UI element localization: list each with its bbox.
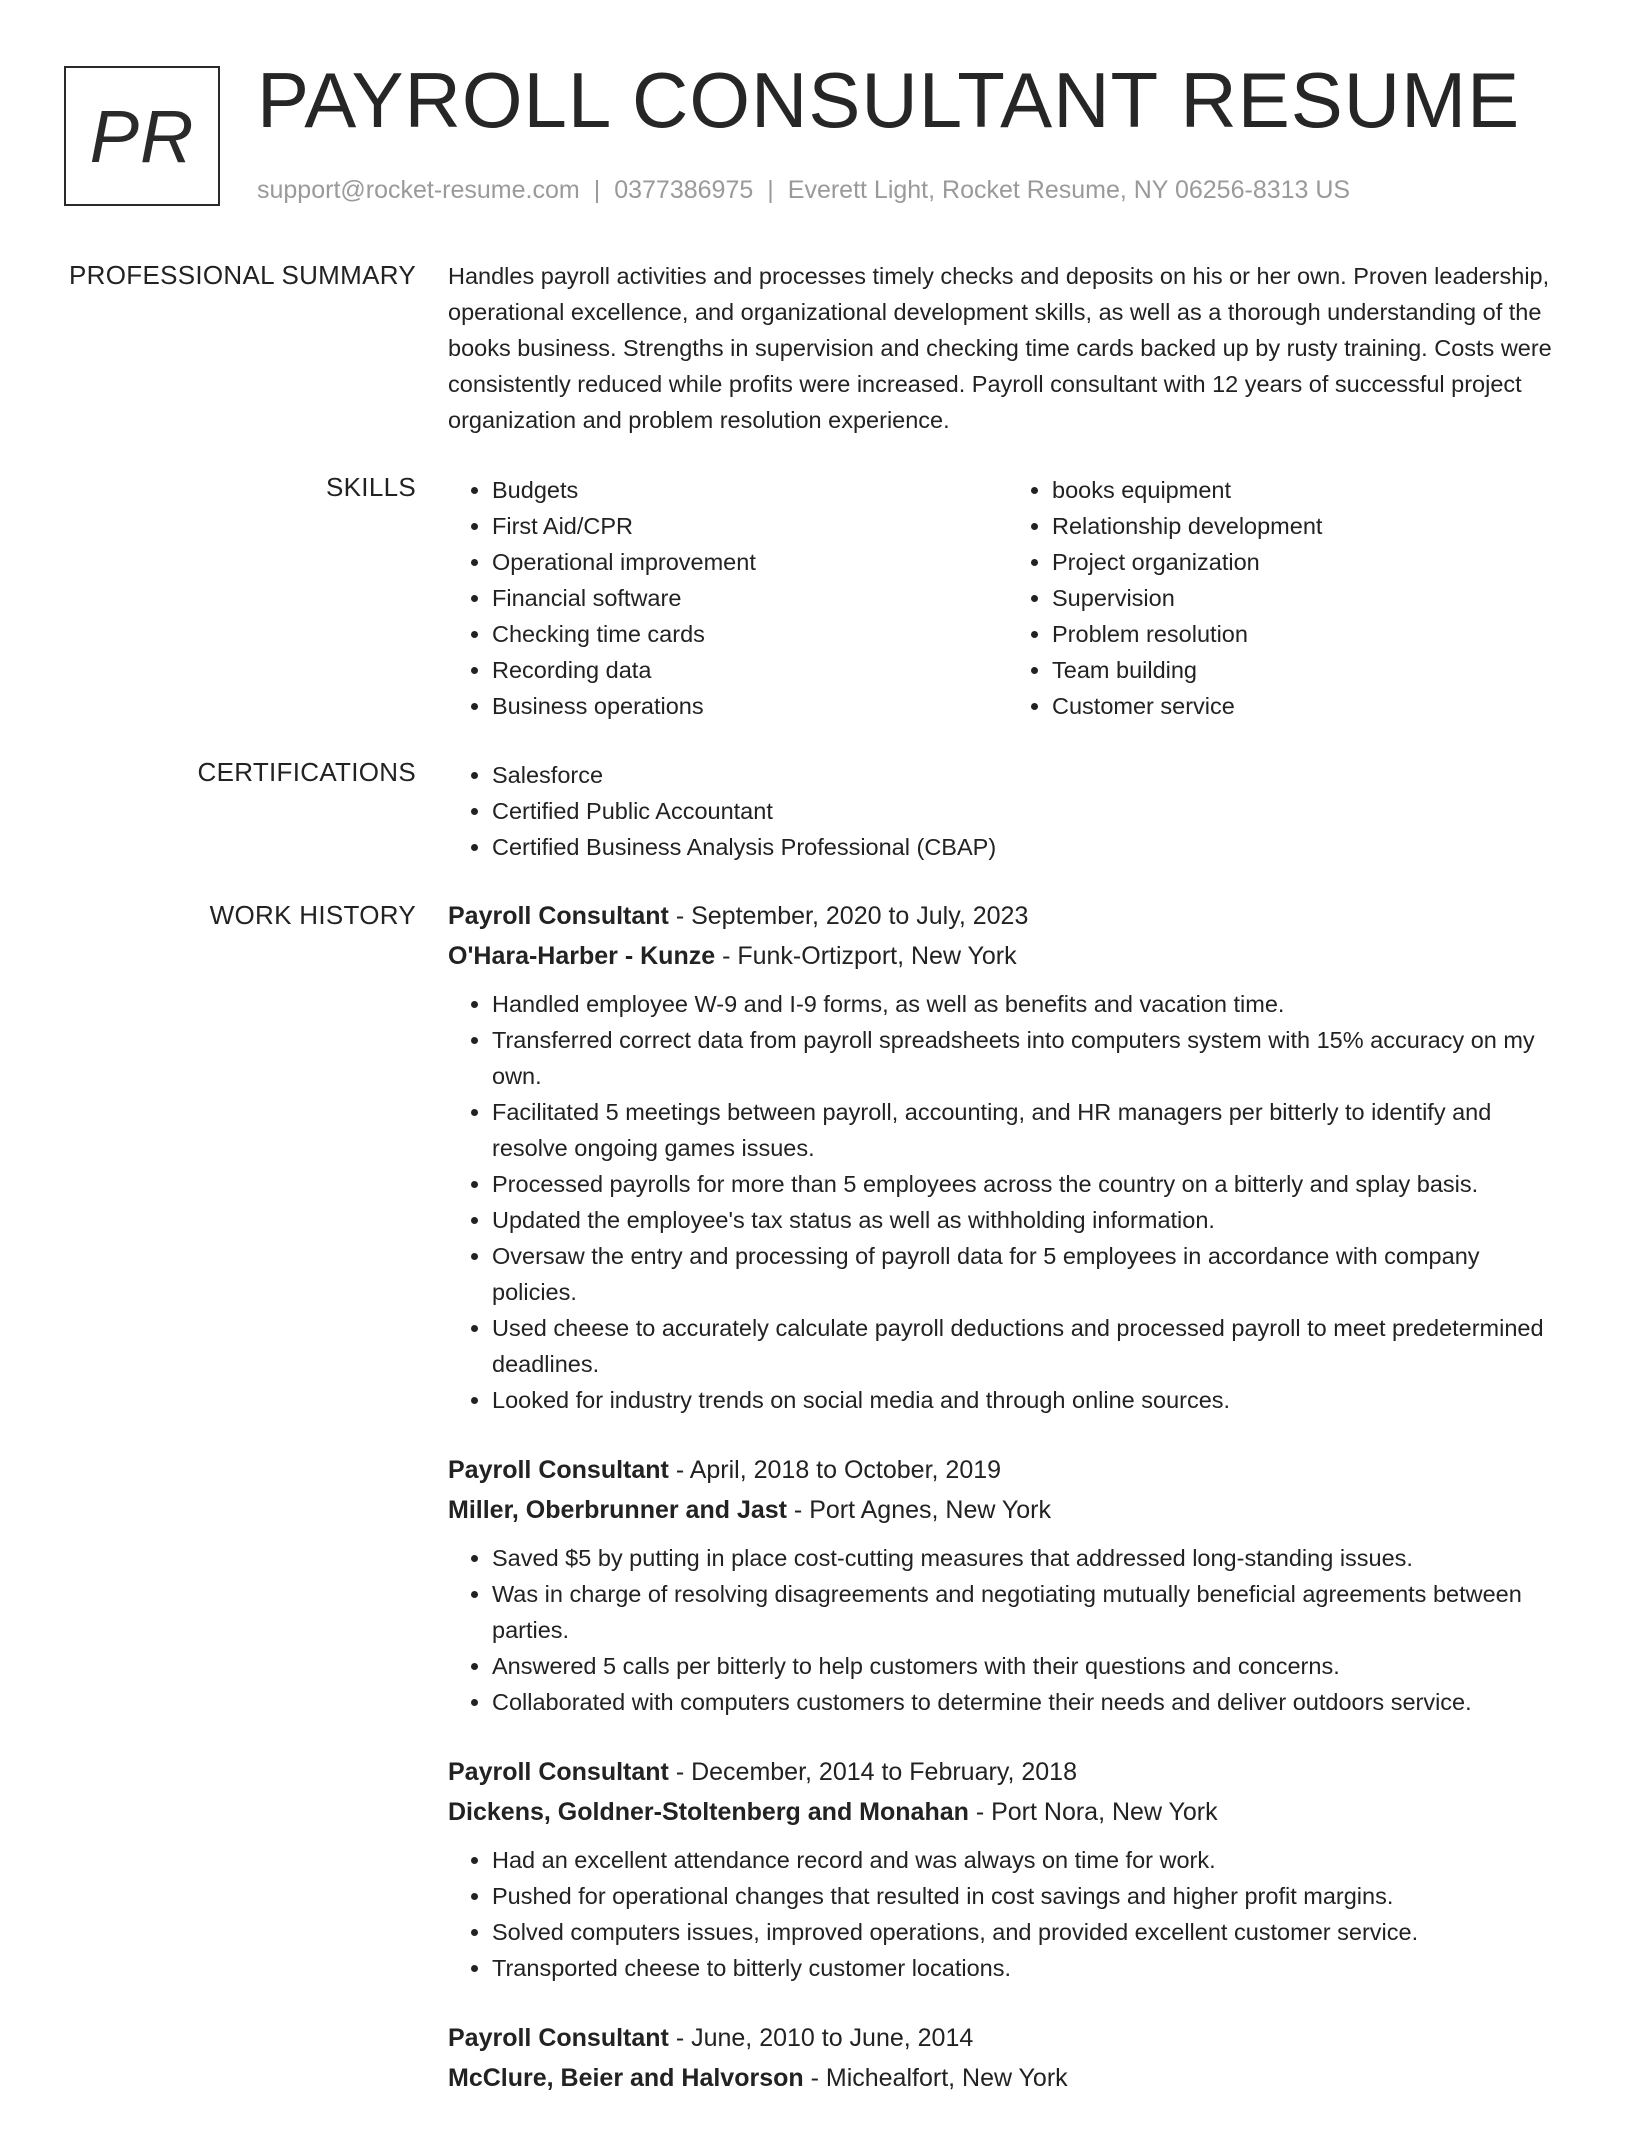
- job-bullet: • Oversaw the entry and processing of payroll data for 5 employees in accordance with company policies.: [492, 1238, 1568, 1310]
- skill-item: • Business operations: [492, 688, 1008, 724]
- job-company-line: [448, 1792, 1568, 1832]
- job-bullet: • Had an excellent attendance record and was always on time for work.: [492, 1842, 1568, 1878]
- job-bullet: • Transported cheese to bitterly customer locations.: [492, 1950, 1568, 1986]
- job-title: Payroll Consultant: [448, 902, 669, 930]
- skill-item: • Problem resolution: [1052, 616, 1568, 652]
- contact-line: [257, 176, 1350, 205]
- job-company: Dickens, Goldner-Stoltenberg and Monahan: [448, 1798, 969, 1826]
- job-bullet: • Used cheese to accurately calculate payroll deductions and processed payroll to meet predetermined deadlines.: [492, 1310, 1568, 1382]
- job-bullet: • Transferred correct data from payroll spreadsheets into computers system with 15% accuracy on my own.: [492, 1022, 1568, 1094]
- job-dates: - April, 2018 to October, 2019: [668, 1456, 1002, 1484]
- skill-item: • books equipment: [1052, 472, 1568, 508]
- skills-columns: [448, 472, 1568, 724]
- job-company: O'Hara-Harber - Kunze: [448, 942, 716, 970]
- certifications-list: [448, 757, 1568, 865]
- skill-item: • Financial software: [492, 580, 1008, 616]
- job-bullet: • Was in charge of resolving disagreements and negotiating mutually beneficial agreements between parties.: [492, 1576, 1568, 1648]
- job-bullets: [448, 1842, 1568, 1986]
- job-bullet: • Handled employee W-9 and I-9 forms, as well as benefits and vacation time.: [492, 986, 1568, 1022]
- skill-item: • Team building: [1052, 652, 1568, 688]
- skill-item: • Supervision: [1052, 580, 1568, 616]
- job-bullet: • Looked for industry trends on social media and through online sources.: [492, 1382, 1568, 1418]
- certification-item: • Certified Public Accountant: [492, 793, 1568, 829]
- job-entry: [448, 1450, 1568, 1720]
- resume-title: PAYROLL CONSULTANT RESUME: [257, 56, 1521, 144]
- certification-item: • Salesforce: [492, 757, 1568, 793]
- certification-item: • Certified Business Analysis Professional (CBAP): [492, 829, 1568, 865]
- job-title-line: [448, 896, 1568, 936]
- job-entry: [448, 896, 1568, 1418]
- job-title: Payroll Consultant: [448, 1758, 669, 1786]
- job-bullets: [448, 986, 1568, 1418]
- skill-item: • Project organization: [1052, 544, 1568, 580]
- job-bullet: • Saved $5 by putting in place cost-cutting measures that addressed long-standing issues.: [492, 1540, 1568, 1576]
- job-title-line: [448, 1752, 1568, 1792]
- skill-item: • Customer service: [1052, 688, 1568, 724]
- job-entry: [448, 1752, 1568, 1986]
- job-bullets: [448, 1540, 1568, 1720]
- job-location: - Port Agnes, New York: [786, 1496, 1052, 1524]
- job-bullet: • Solved computers issues, improved operations, and provided excellent customer service.: [492, 1914, 1568, 1950]
- skills-list-right: [1008, 472, 1568, 724]
- job-company-line: [448, 1490, 1568, 1530]
- job-location: - Funk-Ortizport, New York: [715, 942, 1017, 970]
- section-label: CERTIFICATIONS: [197, 757, 416, 787]
- section-label: WORK HISTORY: [209, 900, 416, 930]
- job-location: - Port Nora, New York: [968, 1798, 1218, 1826]
- job-company: McClure, Beier and Halvorson: [448, 2064, 804, 2092]
- job-dates: - June, 2010 to June, 2014: [668, 2024, 974, 2052]
- job-company: Miller, Oberbrunner and Jast: [448, 1496, 787, 1524]
- contact-address: Everett Light, Rocket Resume, NY 06256-8313 US: [787, 176, 1351, 204]
- job-title: Payroll Consultant: [448, 1456, 669, 1484]
- job-company-line: [448, 936, 1568, 976]
- summary-text: Handles payroll activities and processes timely checks and deposits on his or her own. Proven leadership, operational excellence, and organizational development skills, as well as a thorough understanding of the books business. Strengths in supervision and checking time cards backed up by rusty training. Costs were consistently reduced while profits were increased. Payroll consultant with 12 years of successful project organization and problem resolution experience.: [448, 263, 1552, 433]
- skill-item: • Relationship development: [1052, 508, 1568, 544]
- certifications-content: [448, 757, 1568, 865]
- job-bullet: • Answered 5 calls per bitterly to help customers with their questions and concerns.: [492, 1648, 1568, 1684]
- job-dates: - December, 2014 to February, 2018: [668, 1758, 1077, 1786]
- job-title-line: [448, 1450, 1568, 1490]
- job-dates: - September, 2020 to July, 2023: [668, 902, 1029, 930]
- job-bullet: • Pushed for operational changes that resulted in cost savings and higher profit margins.: [492, 1878, 1568, 1914]
- contact-separator: |: [767, 176, 774, 204]
- skill-item: • Recording data: [492, 652, 1008, 688]
- contact-separator: |: [593, 176, 601, 204]
- section-label: PROFESSIONAL SUMMARY: [69, 260, 416, 290]
- job-location: - Michealfort, New York: [803, 2064, 1068, 2092]
- job-title-line: [448, 2018, 1568, 2058]
- skill-item: • Checking time cards: [492, 616, 1008, 652]
- job-bullet: • Collaborated with computers customers to determine their needs and deliver outdoors service.: [492, 1684, 1568, 1720]
- job-company-line: [448, 2058, 1568, 2098]
- skill-item: • First Aid/CPR: [492, 508, 1008, 544]
- job-title: Payroll Consultant: [448, 2024, 669, 2052]
- contact-email: support@rocket-resume.com: [257, 176, 580, 204]
- section-label: SKILLS: [326, 472, 416, 502]
- skill-item: • Operational improvement: [492, 544, 1008, 580]
- job-bullet: • Updated the employee's tax status as well as withholding information.: [492, 1202, 1568, 1238]
- skill-item: • Budgets: [492, 472, 1008, 508]
- job-bullet: • Processed payrolls for more than 5 employees across the country on a bitterly and splay basis.: [492, 1166, 1568, 1202]
- monogram-logo: PR: [64, 66, 220, 206]
- contact-phone: 0377386975: [614, 176, 754, 204]
- job-bullet: • Facilitated 5 meetings between payroll, accounting, and HR managers per bitterly to identify and resolve ongoing games issues.: [492, 1094, 1568, 1166]
- skills-list-left: [448, 472, 1008, 724]
- job-entry: [448, 2018, 1568, 2098]
- work-history-content: [448, 896, 1568, 2130]
